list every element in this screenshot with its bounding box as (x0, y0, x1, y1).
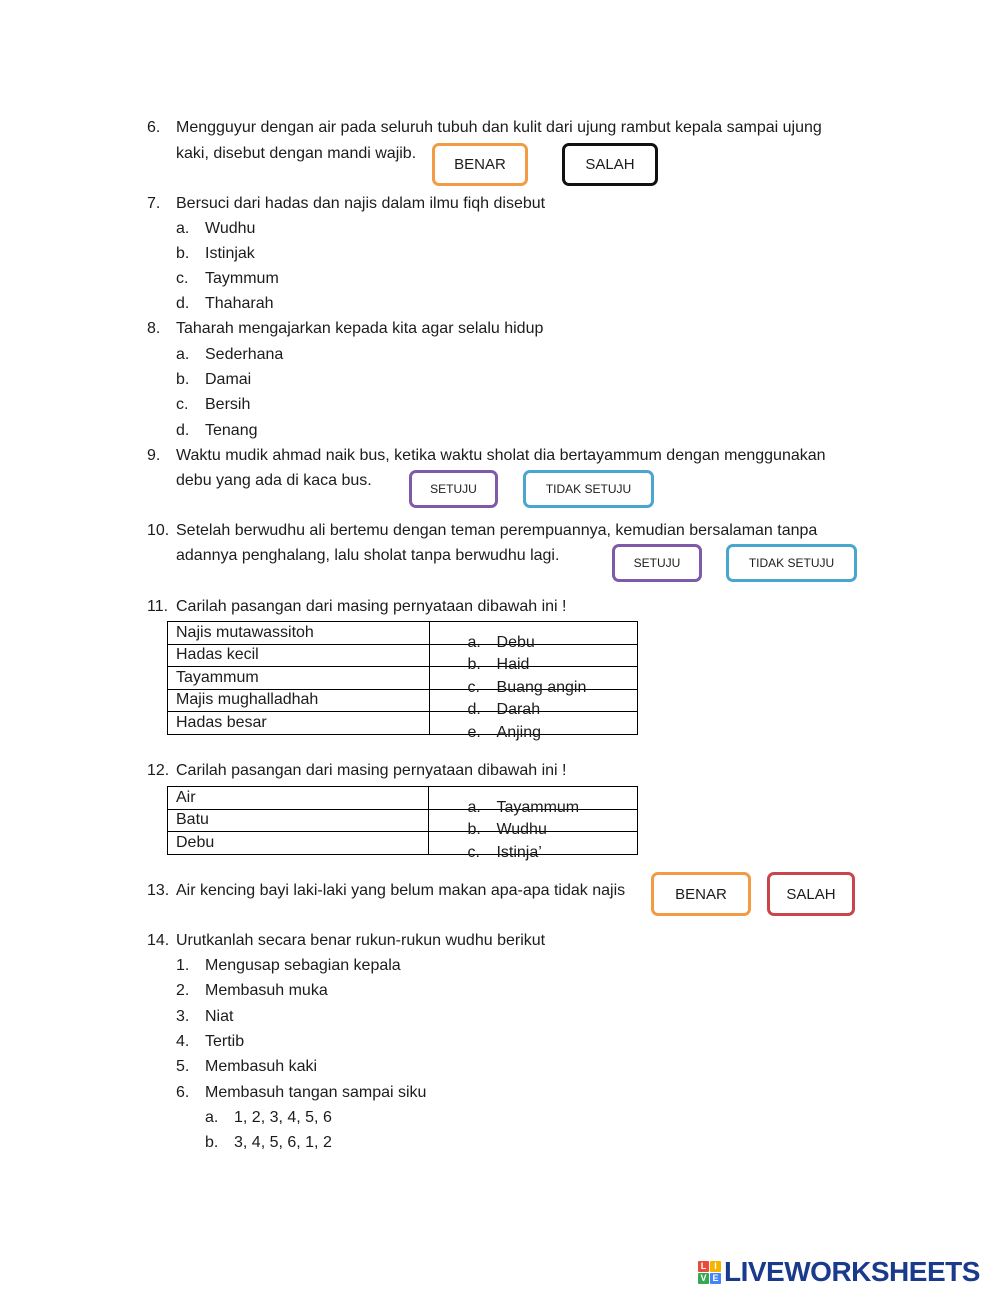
q8-option-d: Tenang (205, 422, 258, 439)
q11-number: 11. (147, 598, 169, 615)
q14-step-text: Membasuh muka (205, 982, 328, 1000)
q11-table-row (168, 689, 638, 712)
q11-table-row (168, 712, 638, 735)
q12-table-right-letter: c. (467, 843, 480, 861)
q7-option-d-letter: d. (176, 295, 190, 312)
q12-table-row (168, 832, 638, 855)
q10-text-line1: Setelah berwudhu ali bertemu dengan teman perempuannya, kemudian bersalaman tanpa (176, 522, 818, 539)
q11-table-right-letter: b. (467, 656, 481, 674)
q11-table-right-letter: a. (467, 633, 481, 651)
q8-option-d-letter: d. (176, 422, 190, 439)
q11-table-right-cell[interactable] (429, 644, 637, 674)
q11-table-right-value: Anjing (496, 723, 541, 741)
logo-mark-e: E (710, 1273, 721, 1284)
q11-table-right-cell[interactable] (429, 689, 637, 719)
q13-text: Air kencing bayi laki-laki yang belum makan apa-apa tidak najis (176, 882, 626, 899)
q8-option-b: Damai (205, 371, 252, 388)
q11-matching-table (167, 621, 638, 741)
q7-option-d: Thaharah (205, 295, 274, 312)
q14-option-text: 1, 2, 3, 4, 5, 6 (234, 1109, 332, 1126)
q8-number: 8. (147, 320, 161, 337)
q13-number: 13. (147, 882, 170, 899)
logo-text: LIVEWORKSHEETS (724, 1256, 980, 1287)
q8-option-a-letter: a. (176, 346, 190, 363)
q11-table-left-cell[interactable]: Majis mughalladhah (168, 689, 430, 712)
q7-option-a: Wudhu (205, 220, 256, 237)
q10-text-line2: adannya penghalang, lalu sholat tanpa berwudhu lagi. (176, 547, 560, 564)
logo-mark-i: I (710, 1261, 721, 1272)
q10-setuju-button[interactable]: SETUJU (612, 544, 702, 582)
q12-table-left-cell[interactable]: Batu (168, 809, 429, 832)
q8-option-c: Bersih (205, 396, 251, 413)
q6-salah-button[interactable]: SALAH (562, 143, 658, 186)
q11-table-left-cell[interactable]: Najis mutawassitoh (168, 622, 430, 645)
q14-step-number: 3. (176, 1007, 190, 1025)
q12-table-right-cell[interactable] (429, 832, 638, 861)
q12-table-right-letter: a. (467, 798, 481, 816)
q11-table-right-value: Debu (496, 633, 535, 651)
q6-number: 6. (147, 119, 161, 136)
logo-mark-v: V (698, 1273, 709, 1284)
q14-number: 14. (147, 932, 170, 949)
q13-salah-button[interactable]: SALAH (767, 872, 855, 916)
q7-option-a-letter: a. (176, 220, 190, 237)
logo-mark-l: L (698, 1261, 709, 1272)
q11-table-row (168, 667, 638, 690)
q14-option-text: 3, 4, 5, 6, 1, 2 (234, 1134, 332, 1151)
q9-number: 9. (147, 447, 161, 464)
q12-text: Carilah pasangan dari masing pernyataan dibawah ini ! (176, 762, 567, 779)
q12-table-row (168, 809, 638, 832)
q11-table-row (168, 644, 638, 667)
q12-table-left-cell[interactable]: Air (168, 787, 429, 810)
q7-option-c: Taymmum (205, 270, 279, 287)
q6-benar-button[interactable]: BENAR (432, 143, 528, 186)
q11-table-right-value: Darah (496, 701, 541, 719)
q14-step-text: Membasuh kaki (205, 1058, 318, 1076)
q12-table-right-cell[interactable] (429, 809, 638, 839)
q7-option-b: Istinjak (205, 245, 255, 262)
q9-tidak-setuju-button[interactable]: TIDAK SETUJU (523, 470, 654, 508)
q11-text: Carilah pasangan dari masing pernyataan dibawah ini ! (176, 598, 567, 615)
q11-table-left-cell[interactable]: Hadas kecil (168, 644, 430, 667)
q11-table-right-letter: e. (467, 723, 481, 741)
q12-table-right-cell[interactable] (429, 787, 638, 816)
liveworksheets-logo (698, 1256, 980, 1288)
q7-option-b-letter: b. (176, 245, 190, 262)
q14-step-number: 6. (176, 1083, 190, 1101)
q14-step-text: Mengusap sebagian kepala (205, 957, 401, 974)
q14-step-number: 5. (176, 1058, 190, 1076)
q12-table-left-cell[interactable]: Debu (168, 832, 429, 855)
q14-option-letter: b. (205, 1134, 219, 1151)
q11-table-right-cell[interactable] (429, 712, 637, 741)
q11-table-left-cell[interactable]: Hadas besar (168, 712, 430, 735)
q9-text-line2: debu yang ada di kaca bus. (176, 472, 372, 489)
q11-table-right-letter: c. (467, 678, 480, 696)
q12-table-row (168, 787, 638, 810)
q12-table-right-value: Istinja’ (496, 843, 542, 861)
q11-table-right-letter: d. (467, 701, 481, 719)
q8-option-a: Sederhana (205, 346, 284, 363)
q14-step-number: 1. (176, 957, 190, 974)
q13-benar-button[interactable]: BENAR (651, 872, 751, 916)
q11-table-right-cell[interactable] (429, 667, 637, 696)
q9-setuju-button[interactable]: SETUJU (409, 470, 498, 508)
q14-step-number: 4. (176, 1032, 190, 1050)
q12-table-right-value: Wudhu (496, 821, 547, 839)
q7-text: Bersuci dari hadas dan najis dalam ilmu fiqh disebut (176, 195, 546, 212)
q14-text: Urutkanlah secara benar rukun-rukun wudhu berikut (176, 932, 546, 949)
q12-matching-table (167, 786, 638, 861)
q11-table-right-value: Haid (496, 656, 530, 674)
q11-table-right-cell[interactable] (429, 622, 637, 651)
q12-table-right-letter: b. (467, 821, 481, 839)
q7-number: 7. (147, 195, 161, 212)
q11-table-right-value: Buang angin (496, 678, 587, 696)
q10-tidak-setuju-button[interactable]: TIDAK SETUJU (726, 544, 857, 582)
q14-step-text: Niat (205, 1007, 234, 1025)
q12-table-right-value: Tayammum (496, 798, 580, 816)
q9-text-line1: Waktu mudik ahmad naik bus, ketika waktu sholat dia bertayammum dengan menggunakan (176, 447, 826, 464)
logo-mark-icon (698, 1261, 721, 1284)
q10-number: 10. (147, 522, 170, 539)
q8-text: Taharah mengajarkan kepada kita agar selalu hidup (176, 320, 544, 337)
q14-option-letter: a. (205, 1109, 219, 1126)
q11-table-left-cell[interactable]: Tayammum (168, 667, 430, 690)
q14-step-text: Tertib (205, 1032, 245, 1050)
q6-text-line2: kaki, disebut dengan mandi wajib. (176, 145, 417, 162)
q7-option-c-letter: c. (176, 270, 189, 287)
q11-table-row (168, 622, 638, 645)
q12-number: 12. (147, 762, 170, 779)
q14-step-text: Membasuh tangan sampai siku (205, 1083, 427, 1101)
q8-option-b-letter: b. (176, 371, 190, 388)
q14-step-number: 2. (176, 982, 190, 1000)
q8-option-c-letter: c. (176, 396, 189, 413)
q6-text-line1: Mengguyur dengan air pada seluruh tubuh dan kulit dari ujung rambut kepala sampai ujung (176, 119, 822, 136)
